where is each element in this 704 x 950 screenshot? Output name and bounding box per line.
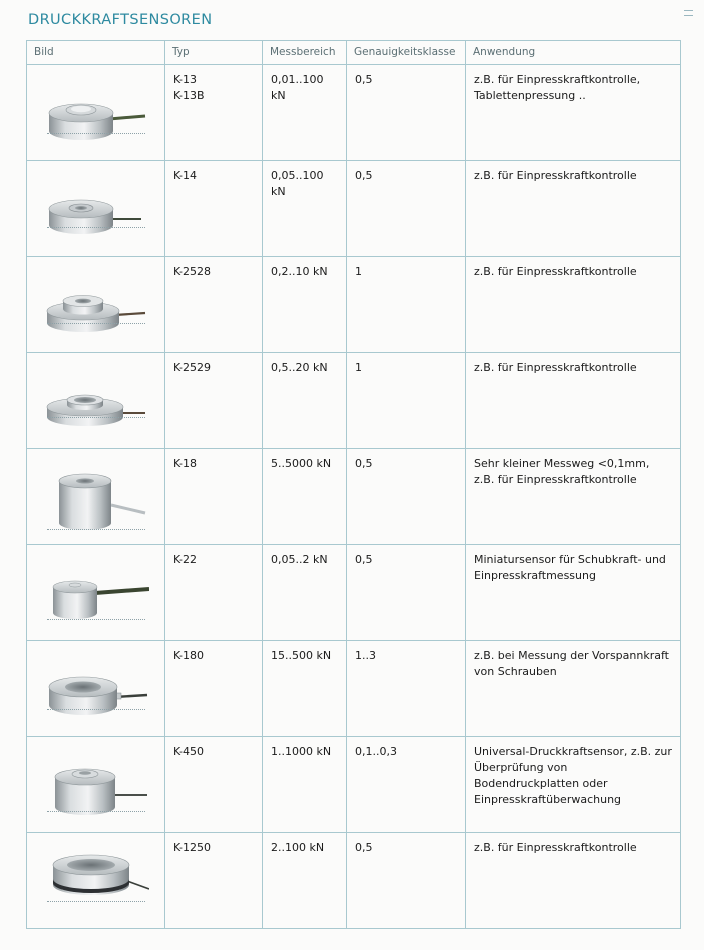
header-anwendung: Anwendung [466, 41, 681, 65]
cell-typ: K-13 K-13B [165, 65, 263, 161]
cell-genauigkeit: 0,1..0,3 [347, 737, 466, 833]
table-row [27, 641, 681, 737]
cell-messbereich: 2..100 kN [263, 833, 347, 929]
header-typ: Typ [165, 41, 263, 65]
cell-genauigkeit: 0,5 [347, 161, 466, 257]
table-row [27, 833, 681, 929]
load-cell-ring-icon [45, 841, 149, 905]
cell-messbereich: 0,05..2 kN [263, 545, 347, 641]
sensor-image-cell [27, 257, 165, 353]
table-row [27, 449, 681, 545]
table-row [27, 257, 681, 353]
cell-typ: K-180 [165, 641, 263, 737]
cell-messbereich: 5..5000 kN [263, 449, 347, 545]
cell-anwendung: z.B. für Einpresskraftkontrolle, Tablettenpressung .. [466, 65, 681, 161]
cell-anwendung: Sehr kleiner Messweg <0,1mm, z.B. für Einpresskraftkontrolle [466, 449, 681, 545]
cell-anwendung: Miniatursensor für Schubkraft- und Einpresskraftmessung [466, 545, 681, 641]
image-underline [47, 901, 145, 902]
table-row [27, 353, 681, 449]
sensor-image-cell [27, 161, 165, 257]
load-cell-disc-icon [45, 179, 149, 243]
sensor-image-cell [27, 641, 165, 737]
cell-typ: K-2529 [165, 353, 263, 449]
sensor-image-cell [27, 545, 165, 641]
load-cell-mini-icon [45, 563, 149, 627]
image-underline [47, 529, 145, 530]
cell-messbereich: 0,2..10 kN [263, 257, 347, 353]
image-underline [47, 811, 145, 812]
load-cell-flange-icon [45, 275, 149, 339]
cell-typ: K-18 [165, 449, 263, 545]
image-underline [47, 323, 145, 324]
page-title: DRUCKKRAFTSENSOREN [28, 12, 213, 28]
load-cell-ring-icon [45, 659, 149, 723]
sensor-image-cell [27, 449, 165, 545]
cell-messbereich: 0,5..20 kN [263, 353, 347, 449]
cell-anwendung: z.B. für Einpresskraftkontrolle [466, 353, 681, 449]
table-row [27, 545, 681, 641]
cell-anwendung: z.B. bei Messung der Vorspannkraft von Schrauben [466, 641, 681, 737]
cell-genauigkeit: 1..3 [347, 641, 466, 737]
image-underline [47, 133, 145, 134]
cell-messbereich: 1..1000 kN [263, 737, 347, 833]
image-underline [47, 417, 145, 418]
cell-genauigkeit: 0,5 [347, 65, 466, 161]
load-cell-cylinder-icon [45, 467, 149, 531]
cell-genauigkeit: 0,5 [347, 545, 466, 641]
cell-genauigkeit: 1 [347, 353, 466, 449]
cell-typ: K-2528 [165, 257, 263, 353]
cell-anwendung: z.B. für Einpresskraftkontrolle [466, 257, 681, 353]
cell-anwendung: z.B. für Einpresskraftkontrolle [466, 161, 681, 257]
sensor-image-cell [27, 833, 165, 929]
cell-messbereich: 0,01..100 kN [263, 65, 347, 161]
cell-messbereich: 15..500 kN [263, 641, 347, 737]
sensor-table [26, 40, 681, 929]
cell-typ: K-1250 [165, 833, 263, 929]
load-cell-cylinder-icon [45, 755, 149, 819]
image-underline [47, 227, 145, 228]
image-underline [47, 619, 145, 620]
header-messbereich: Messbereich [263, 41, 347, 65]
cell-genauigkeit: 0,5 [347, 449, 466, 545]
table-header-row [27, 41, 681, 65]
sensor-image-cell [27, 65, 165, 161]
header-genauigkeit: Genauigkeitsklasse [347, 41, 466, 65]
cell-messbereich: 0,05..100 kN [263, 161, 347, 257]
table-row [27, 737, 681, 833]
image-underline [47, 709, 145, 710]
cell-anwendung: Universal-Druckkraftsensor, z.B. zur Überprüfung von Bodendruckplatten oder Einpresskraftüberwachung [466, 737, 681, 833]
load-cell-disc-icon [45, 83, 149, 147]
table-row [27, 65, 681, 161]
cell-typ: K-450 [165, 737, 263, 833]
load-cell-flange-icon [45, 371, 149, 435]
cell-anwendung: z.B. für Einpresskraftkontrolle [466, 833, 681, 929]
cell-typ: K-14 [165, 161, 263, 257]
corner-mark [684, 10, 693, 16]
cell-genauigkeit: 0,5 [347, 833, 466, 929]
sensor-image-cell [27, 737, 165, 833]
table-row [27, 161, 681, 257]
cell-typ: K-22 [165, 545, 263, 641]
sensor-image-cell [27, 353, 165, 449]
header-bild: Bild [27, 41, 165, 65]
cell-genauigkeit: 1 [347, 257, 466, 353]
